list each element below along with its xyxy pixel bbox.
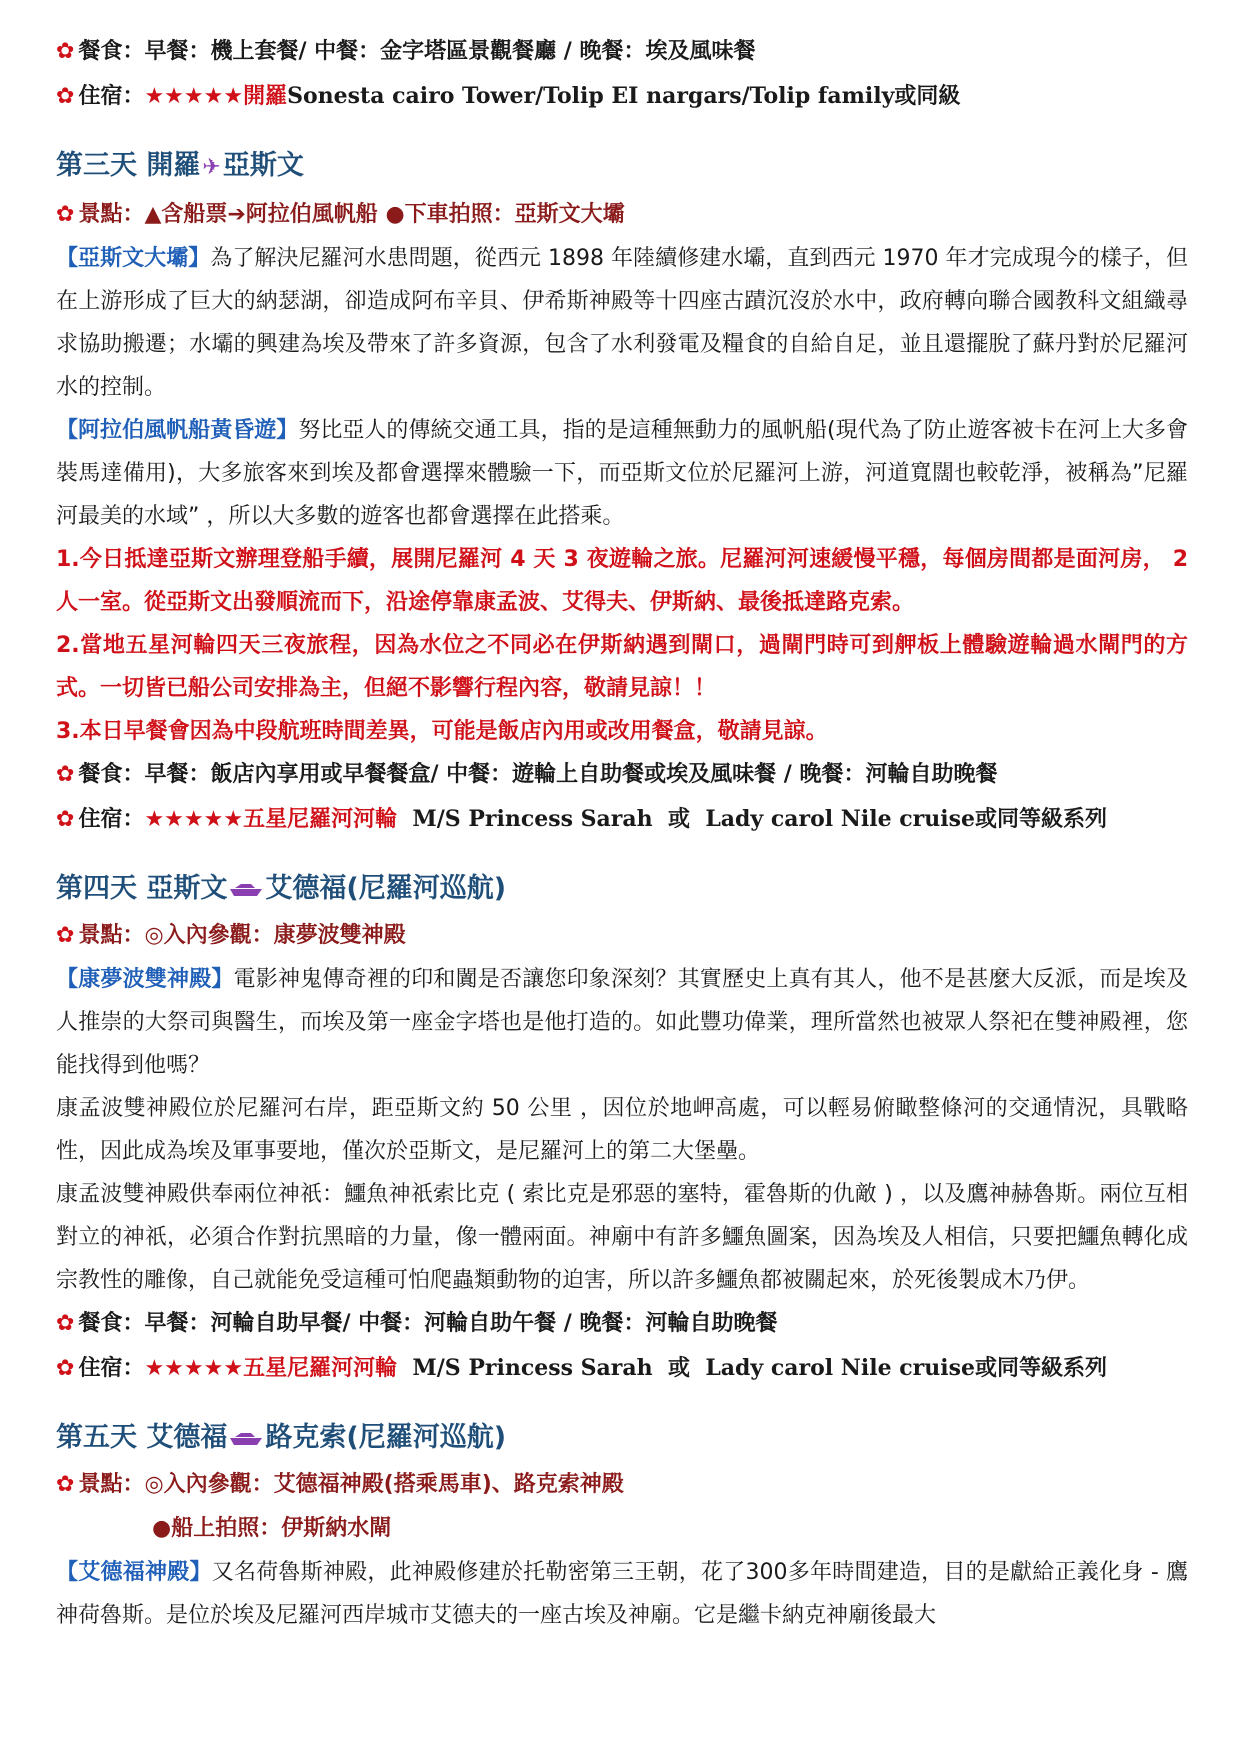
hotel-suffix: 或同級	[894, 84, 961, 109]
hotel-or: 或	[667, 807, 690, 832]
meals-text: 餐食：早餐：機上套餐/ 中餐：金字塔區景觀餐廳 / 晚餐：埃及風味餐	[78, 39, 756, 64]
day4-title-start: 第四天 亞斯文	[56, 873, 228, 904]
day3-spots	[56, 193, 1188, 237]
hotel-name-2: Lady carol Nile cruise	[705, 1355, 976, 1381]
hotel-suffix: 或同等級系列	[975, 1356, 1108, 1381]
plane-icon: ✈	[202, 155, 221, 180]
day2-meals	[56, 30, 1188, 74]
flower-icon: ✿	[56, 39, 75, 64]
day3-hotel	[56, 797, 1188, 842]
day3-notice-3: 3.本日早餐會因為中段航班時間差異，可能是飯店內用或改用餐盒，敬請見諒。	[56, 719, 828, 744]
flower-icon: ✿	[56, 84, 75, 109]
day5-title	[56, 1413, 1188, 1463]
flower-icon: ✿	[56, 202, 75, 227]
paragraph-tag: 【康夢波雙神殿】	[56, 967, 234, 992]
paragraph-tag: 【阿拉伯風帆船黃昏遊】	[56, 418, 299, 443]
star-rating: ★★★★★	[144, 84, 244, 109]
day5-title-start: 第五天 艾德福	[56, 1422, 228, 1453]
paragraph-text: 電影神鬼傳奇裡的印和闐是否讓您印象深刻？其實歷史上真有其人，他不是甚麼大反派，而是埃及人推崇的大祭司與醫生，而埃及第一座金字塔也是他打造的。如此豐功偉業，理所當然也被眾人祭祀在雙神殿裡，您能找得到他嗎？	[56, 967, 1188, 1078]
hotel-name-1: M/S Princess Sarah	[412, 806, 653, 832]
day3-paragraph-felucca	[56, 409, 1188, 538]
day5-spots	[56, 1463, 1188, 1507]
spot-text: ◎入內參觀：康夢波雙神殿	[144, 923, 406, 948]
spot-label: 景點：	[78, 202, 145, 227]
day2-hotel	[56, 74, 1188, 119]
day5-spots-2: ●船上拍照：伊斯納水閘	[152, 1516, 392, 1541]
hotel-name-1: M/S Princess Sarah	[412, 1355, 653, 1381]
day4-title-end: 艾德福(尼羅河巡航)	[265, 873, 507, 904]
hotel-city: 開羅	[243, 84, 288, 109]
paragraph-text: 又名荷魯斯神殿，此神殿修建於托勒密第三王朝，花了300多年時間建造，目的是獻給正義化身 - 鷹神荷魯斯。是位於埃及尼羅河西岸城市艾德夫的一座古埃及神廟。它是繼卡納克神廟後最大	[56, 1560, 1188, 1628]
ship-icon	[229, 882, 263, 898]
ship-icon	[229, 1431, 263, 1447]
day4-meals	[56, 1302, 1188, 1346]
paragraph-text: 為了解決尼羅河水患問題，從西元 1898 年陸續修建水壩，直到西元 1970 年才完成現今的樣子，但在上游形成了巨大的納瑟湖，卻造成阿布辛貝、伊希斯神殿等十四座古蹟沉沒於水中，政府轉向聯合國教科文組織尋求協助搬遷；水壩的興建為埃及帶來了許多資源，包含了水利發電及糧食的自給自足，並且還擺脫了蘇丹對於尼羅河水的控制。	[56, 246, 1188, 400]
itinerary-page	[56, 30, 1188, 1637]
day4-title	[56, 864, 1188, 914]
day5-paragraph-edfu	[56, 1551, 1188, 1637]
star-rating: ★★★★★	[144, 1356, 244, 1381]
hotel-label: 住宿：	[78, 807, 145, 832]
hotel-name-2: Lady carol Nile cruise	[705, 806, 976, 832]
day4-spots	[56, 914, 1188, 958]
day3-paragraph-dam	[56, 237, 1188, 409]
spot-text: ▲含船票➔阿拉伯風帆船 ●下車拍照：亞斯文大壩	[144, 202, 625, 227]
day4-paragraph-temple	[56, 958, 1188, 1087]
paragraph-text: 努比亞人的傳統交通工具，指的是這種無動力的風帆船(現代為了防止遊客被卡在河上大多會裝馬達備用)，大多旅客來到埃及都會選擇來體驗一下，而亞斯文位於尼羅河上游，河道寬闊也較乾淨，被稱為”尼羅河最美的水域” ，所以大多數的遊客也都會選擇在此搭乘。	[56, 418, 1188, 529]
spot-label: 景點：	[78, 1472, 145, 1497]
day4-hotel	[56, 1346, 1188, 1391]
flower-icon: ✿	[56, 807, 75, 832]
day3-title	[56, 141, 1188, 193]
day4-paragraph-location: 康孟波雙神殿位於尼羅河右岸，距亞斯文約 50 公里 ，因位於地岬高處，可以輕易俯瞰整條河的交通情況，具戰略性，因此成為埃及軍事要地，僅次於亞斯文，是尼羅河上的第二大堡壘。	[56, 1096, 1188, 1164]
hotel-names: Sonesta cairo Tower/Tolip EI nargars/Tolip family	[287, 83, 895, 109]
flower-icon: ✿	[56, 762, 75, 787]
day3-notice-2: 2.當地五星河輪四天三夜旅程，因為水位之不同必在伊斯納遇到閘口，過閘門時可到舺板上體驗遊輪過水閘門的方式。一切皆已船公司安排為主，但絕不影響行程內容，敬請見諒！！	[56, 633, 1188, 701]
paragraph-tag: 【艾德福神殿】	[56, 1560, 212, 1585]
hotel-label: 住宿：	[78, 84, 145, 109]
meals-text: 餐食：早餐：河輪自助早餐/ 中餐：河輪自助午餐 / 晚餐：河輪自助晚餐	[78, 1311, 778, 1336]
hotel-suffix: 或同等級系列	[975, 807, 1108, 832]
hotel-type: 五星尼羅河河輪	[243, 807, 398, 832]
day4-paragraph-gods: 康孟波雙神殿供奉兩位神祇：鱷魚神祇索比克 ( 索比克是邪惡的塞特，霍魯斯的仇敵 ) ，以及鷹神赫魯斯。兩位互相對立的神祇，必須合作對抗黑暗的力量，像一體兩面。神廟中有許多鱷魚圖案，因為埃及人相信，只要把鱷魚轉化成宗教性的雕像，自己就能免受這種可怕爬蟲類動物的迫害，所以許多鱷魚都被關起來，於死後製成木乃伊。	[56, 1182, 1188, 1293]
day3-title-end: 亞斯文	[222, 150, 304, 181]
day3-title-start: 第三天 開羅	[56, 150, 201, 181]
spot-label: 景點：	[78, 923, 145, 948]
hotel-or: 或	[667, 1356, 690, 1381]
flower-icon: ✿	[56, 1311, 75, 1336]
flower-icon: ✿	[56, 1356, 75, 1381]
day3-notice-1: 1.今日抵達亞斯文辦理登船手續，展開尼羅河 4 天 3 夜遊輪之旅。尼羅河河速緩慢平穩，每個房間都是面河房， 2 人一室。從亞斯文出發順流而下，沿途停靠康孟波、艾得夫、伊斯納、最後抵達路克索。	[56, 547, 1188, 615]
day5-title-end: 路克索(尼羅河巡航)	[265, 1422, 507, 1453]
star-rating: ★★★★★	[144, 807, 244, 832]
paragraph-tag: 【亞斯文大壩】	[56, 246, 211, 271]
flower-icon: ✿	[56, 1472, 75, 1497]
hotel-label: 住宿：	[78, 1356, 145, 1381]
hotel-type: 五星尼羅河河輪	[243, 1356, 398, 1381]
flower-icon: ✿	[56, 923, 75, 948]
meals-text: 餐食：早餐：飯店內享用或早餐餐盒/ 中餐：遊輪上自助餐或埃及風味餐 / 晚餐：河輪自助晚餐	[78, 762, 998, 787]
day3-meals	[56, 753, 1188, 797]
spot-text: ◎入內參觀：艾德福神殿(搭乘馬車)、路克索神殿	[144, 1472, 624, 1497]
